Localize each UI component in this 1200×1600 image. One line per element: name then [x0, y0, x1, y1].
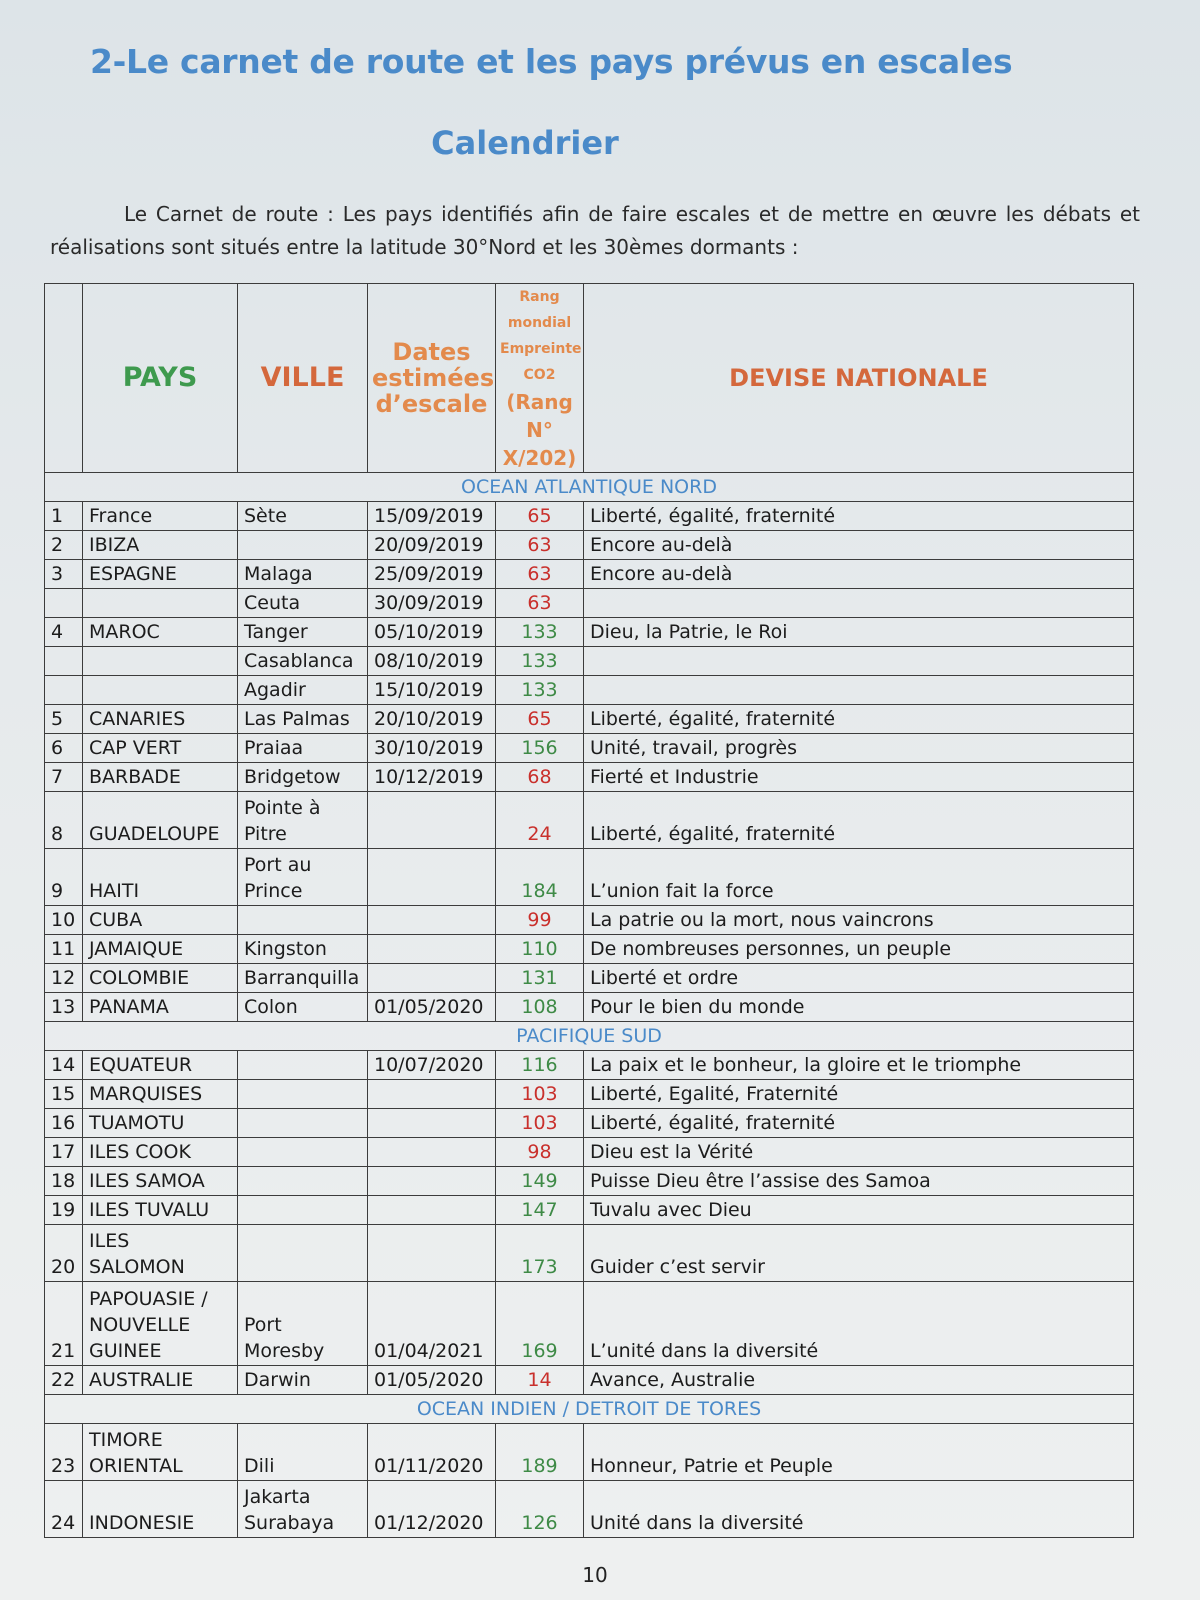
- cell-pays: France: [83, 502, 238, 531]
- cell-rang: 147: [496, 1196, 584, 1225]
- intro-paragraph: Le Carnet de route : Les pays identifiés afin de faire escales et de mettre en œuvre les débats et réalisations sont situés entre la latitude 30°Nord et les 30èmes dormants :: [50, 202, 1140, 259]
- cell-pays: CAP VERT: [83, 734, 238, 763]
- cell-pays: ILES SAMOA: [83, 1167, 238, 1196]
- cell-num: 3: [45, 560, 83, 589]
- table-row: [45, 734, 1134, 763]
- cell-num: 2: [45, 531, 83, 560]
- cell-pays: CANARIES: [83, 705, 238, 734]
- cell-date: 01/05/2020: [368, 1366, 496, 1395]
- cell-num: [45, 676, 83, 705]
- cell-ville: Colon: [238, 993, 368, 1022]
- cell-devise: Tuvalu avec Dieu: [584, 1196, 1134, 1225]
- table-row: [45, 676, 1134, 705]
- cell-devise: La patrie ou la mort, nous vaincrons: [584, 906, 1134, 935]
- cell-date: 05/10/2019: [368, 618, 496, 647]
- cell-date: [368, 935, 496, 964]
- cell-rang: 63: [496, 560, 584, 589]
- cell-num: 8: [45, 792, 83, 849]
- cell-date: 20/10/2019: [368, 705, 496, 734]
- table-row: [45, 1051, 1134, 1080]
- cell-pays: IBIZA: [83, 531, 238, 560]
- cell-devise: Encore au-delà: [584, 531, 1134, 560]
- table-row: [45, 906, 1134, 935]
- cell-ville: [238, 906, 368, 935]
- cell-num: 13: [45, 993, 83, 1022]
- cell-devise: Guider c’est servir: [584, 1225, 1134, 1282]
- cell-devise: Unité, travail, progrès: [584, 734, 1134, 763]
- cell-rang: 103: [496, 1080, 584, 1109]
- cell-devise: Dieu est la Vérité: [584, 1138, 1134, 1167]
- cell-date: 10/07/2020: [368, 1051, 496, 1080]
- cell-devise: L’union fait la force: [584, 849, 1134, 906]
- cell-num: 16: [45, 1109, 83, 1138]
- cell-ville: Port Moresby: [238, 1282, 368, 1366]
- cell-num: 9: [45, 849, 83, 906]
- cell-devise: Liberté, Egalité, Fraternité: [584, 1080, 1134, 1109]
- cell-num: 17: [45, 1138, 83, 1167]
- cell-date: 30/09/2019: [368, 589, 496, 618]
- cell-num: 15: [45, 1080, 83, 1109]
- cell-num: 20: [45, 1225, 83, 1282]
- cell-date: 10/12/2019: [368, 763, 496, 792]
- cell-date: [368, 1196, 496, 1225]
- cell-devise: [584, 647, 1134, 676]
- cell-rang: 133: [496, 618, 584, 647]
- header-rang-note: (Rang N° X/202): [502, 390, 577, 470]
- section-row: [45, 473, 1134, 502]
- cell-devise: La paix et le bonheur, la gloire et le triomphe: [584, 1051, 1134, 1080]
- cell-pays: MARQUISES: [83, 1080, 238, 1109]
- cell-rang: 116: [496, 1051, 584, 1080]
- page-number: 10: [582, 1563, 608, 1587]
- cell-date: 15/09/2019: [368, 502, 496, 531]
- cell-date: 01/04/2021: [368, 1282, 496, 1366]
- cell-rang: 65: [496, 502, 584, 531]
- cell-pays: [83, 647, 238, 676]
- table-row: [45, 964, 1134, 993]
- cell-rang: 103: [496, 1109, 584, 1138]
- header-pays: PAYS: [83, 284, 238, 473]
- cell-devise: De nombreuses personnes, un peuple: [584, 935, 1134, 964]
- cell-num: 7: [45, 763, 83, 792]
- cell-ville: Bridgetow: [238, 763, 368, 792]
- cell-rang: 63: [496, 589, 584, 618]
- cell-devise: Liberté et ordre: [584, 964, 1134, 993]
- cell-date: [368, 1080, 496, 1109]
- table-row: [45, 1424, 1134, 1481]
- section-row: [45, 1022, 1134, 1051]
- cell-num: 11: [45, 935, 83, 964]
- cell-pays: PANAMA: [83, 993, 238, 1022]
- table-row: [45, 763, 1134, 792]
- cell-ville: [238, 1225, 368, 1282]
- cell-date: [368, 1109, 496, 1138]
- cell-ville: [238, 1051, 368, 1080]
- section-title: OCEAN ATLANTIQUE NORD: [45, 473, 1134, 502]
- cell-date: 30/10/2019: [368, 734, 496, 763]
- cell-ville: Las Palmas: [238, 705, 368, 734]
- cell-num: 5: [45, 705, 83, 734]
- cell-ville: Praiaa: [238, 734, 368, 763]
- cell-pays: INDONESIE: [83, 1481, 238, 1538]
- cell-pays: [83, 676, 238, 705]
- cell-date: 01/12/2020: [368, 1481, 496, 1538]
- cell-devise: Liberté, égalité, fraternité: [584, 1109, 1134, 1138]
- cell-ville: [238, 1080, 368, 1109]
- cell-pays: TIMORE ORIENTAL: [83, 1424, 238, 1481]
- cell-rang: 63: [496, 531, 584, 560]
- table-row: [45, 531, 1134, 560]
- cell-pays: COLOMBIE: [83, 964, 238, 993]
- cell-rang: 133: [496, 647, 584, 676]
- table-row: [45, 502, 1134, 531]
- table-row: [45, 1366, 1134, 1395]
- cell-pays: TUAMOTU: [83, 1109, 238, 1138]
- cell-ville: Dili: [238, 1424, 368, 1481]
- header-rang: [496, 284, 584, 473]
- table-row: [45, 1282, 1134, 1366]
- cell-rang: 110: [496, 935, 584, 964]
- cell-rang: 14: [496, 1366, 584, 1395]
- cell-rang: 24: [496, 792, 584, 849]
- cell-rang: 184: [496, 849, 584, 906]
- cell-date: [368, 792, 496, 849]
- cell-date: [368, 964, 496, 993]
- cell-ville: [238, 1167, 368, 1196]
- cell-devise: [584, 676, 1134, 705]
- table-row: [45, 849, 1134, 906]
- cell-pays: [83, 589, 238, 618]
- cell-rang: 108: [496, 993, 584, 1022]
- cell-num: [45, 589, 83, 618]
- cell-date: 25/09/2019: [368, 560, 496, 589]
- cell-ville: Malaga: [238, 560, 368, 589]
- cell-ville: [238, 1196, 368, 1225]
- cell-devise: [584, 589, 1134, 618]
- cell-pays: AUSTRALIE: [83, 1366, 238, 1395]
- cell-rang: 173: [496, 1225, 584, 1282]
- cell-pays: EQUATEUR: [83, 1051, 238, 1080]
- cell-num: 6: [45, 734, 83, 763]
- cell-ville: [238, 531, 368, 560]
- cell-num: 21: [45, 1282, 83, 1366]
- cell-rang: 65: [496, 705, 584, 734]
- cell-ville: Jakarta Surabaya: [238, 1481, 368, 1538]
- cell-rang: 131: [496, 964, 584, 993]
- cell-devise: Puisse Dieu être l’assise des Samoa: [584, 1167, 1134, 1196]
- table-row: [45, 647, 1134, 676]
- cell-pays: PAPOUASIE / NOUVELLE GUINEE: [83, 1282, 238, 1366]
- cell-date: [368, 1167, 496, 1196]
- section-row: [45, 1395, 1134, 1424]
- header-dates: Dates estimées d’escale: [368, 284, 496, 473]
- cell-devise: Liberté, égalité, fraternité: [584, 792, 1134, 849]
- cell-date: 15/10/2019: [368, 676, 496, 705]
- table-header-row: [45, 284, 1134, 473]
- page-heading: 2-Le carnet de route et les pays prévus en escales: [90, 42, 1013, 81]
- cell-ville: Darwin: [238, 1366, 368, 1395]
- cell-rang: 126: [496, 1481, 584, 1538]
- cell-pays: MAROC: [83, 618, 238, 647]
- table-row: [45, 935, 1134, 964]
- cell-num: 23: [45, 1424, 83, 1481]
- cell-pays: GUADELOUPE: [83, 792, 238, 849]
- cell-rang: 99: [496, 906, 584, 935]
- cell-devise: Avance, Australie: [584, 1366, 1134, 1395]
- table-row: [45, 705, 1134, 734]
- cell-devise: Encore au-delà: [584, 560, 1134, 589]
- table-row: [45, 1138, 1134, 1167]
- cell-date: 01/11/2020: [368, 1424, 496, 1481]
- table-body: [45, 473, 1134, 1538]
- header-ville: VILLE: [238, 284, 368, 473]
- cell-pays: ILES SALOMON: [83, 1225, 238, 1282]
- cell-date: [368, 1225, 496, 1282]
- cell-date: 20/09/2019: [368, 531, 496, 560]
- itinerary-table: [44, 283, 1134, 1538]
- cell-ville: Tanger: [238, 618, 368, 647]
- cell-ville: Sète: [238, 502, 368, 531]
- cell-devise: Pour le bien du monde: [584, 993, 1134, 1022]
- cell-rang: 169: [496, 1282, 584, 1366]
- cell-rang: 149: [496, 1167, 584, 1196]
- cell-pays: HAITI: [83, 849, 238, 906]
- table-row: [45, 618, 1134, 647]
- cell-ville: Barranquilla: [238, 964, 368, 993]
- table-row: [45, 589, 1134, 618]
- cell-ville: Pointe à Pitre: [238, 792, 368, 849]
- cell-date: [368, 1138, 496, 1167]
- table-row: [45, 560, 1134, 589]
- cell-rang: 98: [496, 1138, 584, 1167]
- cell-num: [45, 647, 83, 676]
- cell-num: 10: [45, 906, 83, 935]
- cell-num: 22: [45, 1366, 83, 1395]
- page-subheading: Calendrier: [431, 124, 619, 162]
- cell-devise: Liberté, égalité, fraternité: [584, 502, 1134, 531]
- table-row: [45, 1167, 1134, 1196]
- cell-num: 19: [45, 1196, 83, 1225]
- cell-date: 08/10/2019: [368, 647, 496, 676]
- section-title: OCEAN INDIEN / DETROIT DE TORES: [45, 1395, 1134, 1424]
- cell-ville: Ceuta: [238, 589, 368, 618]
- cell-num: 12: [45, 964, 83, 993]
- cell-devise: Dieu, la Patrie, le Roi: [584, 618, 1134, 647]
- table-row: [45, 1196, 1134, 1225]
- cell-devise: Honneur, Patrie et Peuple: [584, 1424, 1134, 1481]
- cell-pays: ILES COOK: [83, 1138, 238, 1167]
- cell-pays: BARBADE: [83, 763, 238, 792]
- header-rang-label: Rang mondial Empreinte CO2: [500, 289, 582, 383]
- cell-rang: 156: [496, 734, 584, 763]
- cell-pays: JAMAIQUE: [83, 935, 238, 964]
- cell-ville: [238, 1109, 368, 1138]
- cell-devise: Liberté, égalité, fraternité: [584, 705, 1134, 734]
- cell-date: [368, 906, 496, 935]
- cell-pays: ESPAGNE: [83, 560, 238, 589]
- cell-devise: Unité dans la diversité: [584, 1481, 1134, 1538]
- cell-ville: Casablanca: [238, 647, 368, 676]
- table-row: [45, 792, 1134, 849]
- table-row: [45, 993, 1134, 1022]
- cell-num: 4: [45, 618, 83, 647]
- cell-devise: Fierté et Industrie: [584, 763, 1134, 792]
- cell-num: 1: [45, 502, 83, 531]
- cell-ville: [238, 1138, 368, 1167]
- table-row: [45, 1109, 1134, 1138]
- cell-rang: 68: [496, 763, 584, 792]
- cell-ville: Kingston: [238, 935, 368, 964]
- cell-pays: CUBA: [83, 906, 238, 935]
- table-row: [45, 1225, 1134, 1282]
- header-devise: DEVISE NATIONALE: [584, 284, 1134, 473]
- cell-ville: Port au Prince: [238, 849, 368, 906]
- section-title: PACIFIQUE SUD: [45, 1022, 1134, 1051]
- cell-rang: 189: [496, 1424, 584, 1481]
- cell-ville: Agadir: [238, 676, 368, 705]
- table-row: [45, 1481, 1134, 1538]
- cell-devise: L’unité dans la diversité: [584, 1282, 1134, 1366]
- cell-pays: ILES TUVALU: [83, 1196, 238, 1225]
- cell-num: 18: [45, 1167, 83, 1196]
- cell-num: 24: [45, 1481, 83, 1538]
- header-num: [45, 284, 83, 473]
- cell-date: [368, 849, 496, 906]
- cell-rang: 133: [496, 676, 584, 705]
- cell-date: 01/05/2020: [368, 993, 496, 1022]
- table-row: [45, 1080, 1134, 1109]
- cell-num: 14: [45, 1051, 83, 1080]
